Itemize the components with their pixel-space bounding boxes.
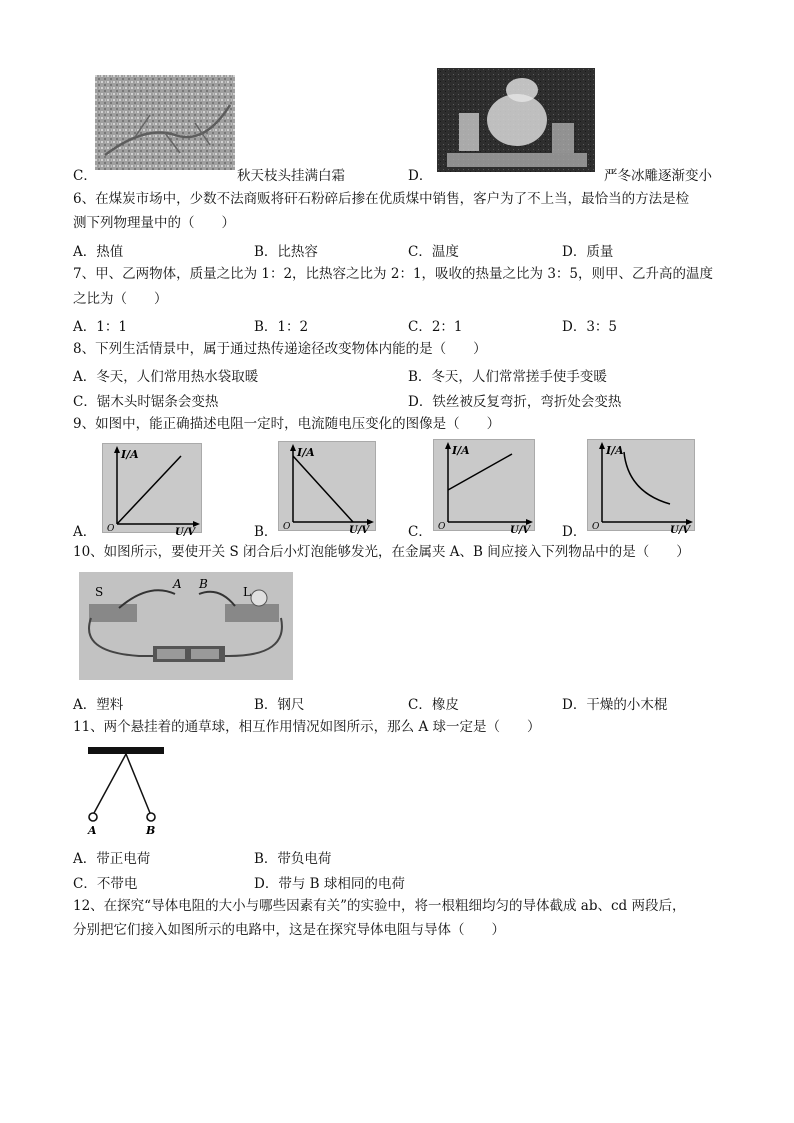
- q10-option-c: C．橡皮: [408, 697, 459, 713]
- q12-stem-line2: 分别把它们接入如图所示的电路中，这是在探究导体电阻与导体（ ）: [73, 922, 505, 938]
- origin-label: O: [107, 524, 115, 534]
- q6-stem-line1: 6、在煤炭市场中，少数不法商贩将矸石粉碎后掺在优质煤中销售，客户为了不上当，最恰当的方法是检: [73, 191, 690, 207]
- q9-graph-b: [278, 441, 376, 536]
- q8-stem-line1: 8、下列生活情景中，属于通过热传递途径改变物体内能的是（ ）: [73, 341, 487, 357]
- q9-graph-d: [587, 439, 695, 536]
- ball-a: [89, 813, 97, 821]
- data-line: [448, 454, 512, 490]
- q11-option-d: D．带与 B 球相同的电荷: [254, 876, 405, 892]
- q7-stem-line1: 7、甲、乙两物体，质量之比为 1：2，比热容之比为 2：1，吸收的热量之比为 3：5，则甲、乙升高的温度: [73, 266, 713, 282]
- axis-y-label: I/A: [297, 446, 315, 459]
- data-curve: [624, 452, 670, 504]
- clip-b-label: B: [199, 577, 208, 591]
- q8-option-a: A．冬天，人们常用热水袋取暖: [73, 369, 259, 385]
- q5-option-c-letter: C．: [73, 168, 97, 184]
- q11-option-c: C．不带电: [73, 876, 138, 892]
- q10-option-a: A．塑料: [73, 697, 124, 713]
- axis-y-label: I/A: [606, 444, 624, 457]
- q9-graph-a: [102, 443, 202, 538]
- q5-option-d-caption: 严冬冰雕逐渐变小: [604, 168, 712, 184]
- data-line: [117, 456, 181, 524]
- q8-option-c: C．锯木头时锯条会变热: [73, 394, 219, 410]
- origin-label: O: [283, 522, 291, 532]
- q7-option-b: B．1：2: [254, 319, 309, 335]
- origin-label: O: [438, 522, 446, 532]
- q6-option-b: B．比热容: [254, 244, 318, 260]
- q11-stem-line1: 11、两个悬挂着的通草球，相互作用情况如图所示，那么 A 球一定是（ ）: [73, 719, 541, 735]
- q6-option-d: D．质量: [562, 244, 614, 260]
- q8-option-d: D．铁丝被反复弯折，弯折处会变热: [408, 394, 622, 410]
- q11-option-a: A．带正电荷: [73, 851, 151, 867]
- q9-option-a-letter: A．: [73, 524, 97, 540]
- ball-b-label: B: [146, 824, 156, 837]
- q11-option-b: B．带负电荷: [254, 851, 332, 867]
- axis-x-label: U/V: [349, 525, 370, 536]
- ball-a-label: A: [88, 824, 97, 837]
- q10-option-b: B．钢尺: [254, 697, 305, 713]
- q10-stem-line1: 10、如图所示，要使开关 S 闭合后小灯泡能够发光，在金属夹 A、B 间应接入下列物品中的是（ ）: [73, 544, 690, 560]
- circuit-photo: [79, 572, 293, 680]
- axis-y-label: I/A: [121, 448, 139, 461]
- q6-option-a: A．热值: [73, 244, 124, 260]
- axis-y-label: I/A: [452, 444, 470, 457]
- q7-option-c: C．2：1: [408, 319, 463, 335]
- lamp-label: L: [243, 585, 251, 599]
- q9-graph-c: [433, 439, 535, 536]
- y-arrow: [114, 446, 120, 453]
- pith-balls-figure: [86, 745, 166, 837]
- ball-b: [147, 813, 155, 821]
- ice-sculpture-photo: [437, 68, 595, 172]
- q5-option-d-letter: D．: [408, 168, 433, 184]
- data-line: [293, 456, 353, 522]
- axis-x-label: U/V: [175, 527, 196, 538]
- origin-label: O: [592, 522, 600, 532]
- q10-option-d: D．干燥的小木棍: [562, 697, 668, 713]
- clip-a-label: A: [173, 577, 182, 591]
- q5-option-c-caption: 秋天枝头挂满白霜: [237, 168, 345, 184]
- axis-x-label: U/V: [510, 525, 531, 536]
- q7-option-a: A．1：1: [73, 319, 127, 335]
- q12-stem-line1: 12、在探究“导体电阻的大小与哪些因素有关”的实验中，将一根粗细均匀的导体截成 ab、cd 两段后，: [73, 898, 686, 914]
- q9-option-c-letter: C．: [408, 524, 432, 540]
- q9-stem-line1: 9、如图中，能正确描述电阻一定时，电流随电压变化的图像是（ ）: [73, 416, 501, 432]
- q6-stem-line2: 测下列物理量中的（ ）: [73, 215, 235, 231]
- frost-branch-photo: [95, 75, 235, 170]
- q9-option-d-letter: D．: [562, 524, 587, 540]
- q7-stem-line2: 之比为（ ）: [73, 291, 168, 307]
- q9-option-b-letter: B．: [254, 524, 278, 540]
- switch-label: S: [95, 585, 104, 599]
- q6-option-c: C．温度: [408, 244, 459, 260]
- q7-option-d: D．3：5: [562, 319, 618, 335]
- axis-x-label: U/V: [670, 525, 691, 536]
- q8-option-b: B．冬天，人们常常搓手使手变暖: [408, 369, 607, 385]
